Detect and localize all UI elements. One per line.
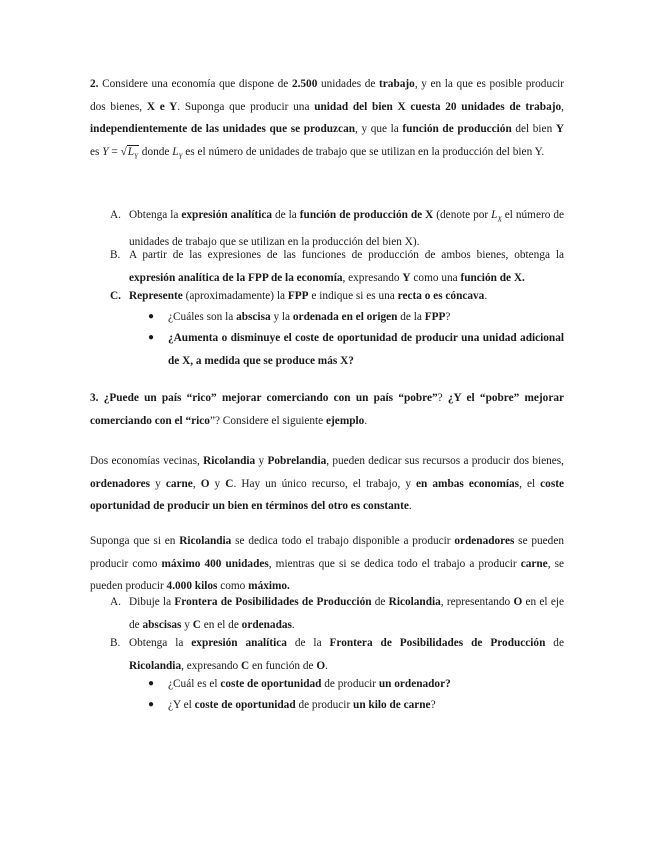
q2-item-b: B. A partir de las expresiones de las funciones de producción de ambos bienes, obtenga la expresión analítica de la FPP de la economía, expresando Y como una función de X.	[110, 244, 564, 289]
q2-number: 2.	[90, 78, 99, 90]
q2-bullet-2: ● ¿Aumenta o disminuye el coste de oportunidad de producir una unidad adicional de X, a medida que se produce más X?	[148, 327, 564, 372]
q3-ricolandia-paragraph: Suponga que si en Ricolandia se dedica todo el trabajo disponible a producir ordenadores se pueden producir como máximo 400 unidades, mientras que si se dedica todo el trabajo a producir carne, se pueden producir 4.000 kilos como máximo.	[90, 535, 564, 592]
q2-bullet-1: ● ¿Cuáles son la abscisa y la ordenada en el origen de la FPP?	[148, 306, 564, 329]
list-marker: C.	[110, 290, 121, 302]
q3-context-paragraph: Dos economías vecinas, Ricolandia y Pobrelandia, pueden dedicar sus recursos a producir dos bienes, ordenadores y carne, O y C. Hay un único recurso, el trabajo, y en ambas economías, el coste oportunidad de producir un bien en términos del otro es constante.	[90, 455, 565, 512]
list-marker: A.	[110, 596, 121, 608]
q3-bullet-1: ● ¿Cuál es el coste de oportunidad de producir un ordenador?	[148, 673, 564, 696]
q3-number: 3.	[90, 392, 99, 404]
q3-bullet-2: ● ¿Y el coste de oportunidad de producir un kilo de carne?	[148, 694, 564, 717]
sqrt-symbol: $√L_Y$	[120, 145, 138, 160]
list-marker: B.	[110, 637, 121, 649]
bullet-icon: ●	[148, 678, 155, 689]
q2-item-a: A. Obtenga la expresión analítica de la función de producción de X (denote por $L_X$ el número de unidades de trabajo que se utilizan en la producción del bien X).	[110, 204, 564, 253]
bullet-icon: ●	[148, 332, 155, 343]
q2-item-c: C. Represente (aproximadamente) la FPP e indique si es una recta o es cóncava.	[110, 285, 564, 308]
q3-item-b: B. Obtenga la expresión analítica de la Frontera de Posibilidades de Producción de Ricolandia, expresando C en función de O.	[110, 632, 564, 677]
bullet-icon: ●	[148, 699, 155, 710]
bullet-icon: ●	[148, 311, 155, 322]
list-marker: B.	[110, 249, 121, 261]
production-function-formula: $Y = √L_Y$	[102, 146, 139, 158]
q2-intro-paragraph: 2. Considere una economía que dispone de 2.500 unidades de trabajo, y en la que es posible producir dos bienes, X e Y. Suponga que producir una unidad del bien X cuesta 20 unidades de trabajo, independientemente de las unidades que se produzcan, y que la función de producción del bien Y es $Y = √L_Y$ donde $L_Y$ es el número de unidades de trabajo que se utilizan en la producción del bien Y.	[90, 73, 564, 167]
list-marker: A.	[110, 209, 121, 221]
q3-item-a: A. Dibuje la Frontera de Posibilidades de Producción de Ricolandia, representando O en el eje de abscisas y C en el de ordenadas.	[110, 591, 564, 636]
q3-heading-paragraph: 3. ¿Puede un país “rico” mejorar comerciando con un país “pobre”? ¿Y el “pobre” mejorar comerciando con el “rico”? Considere el siguiente ejemplo.	[90, 392, 564, 427]
